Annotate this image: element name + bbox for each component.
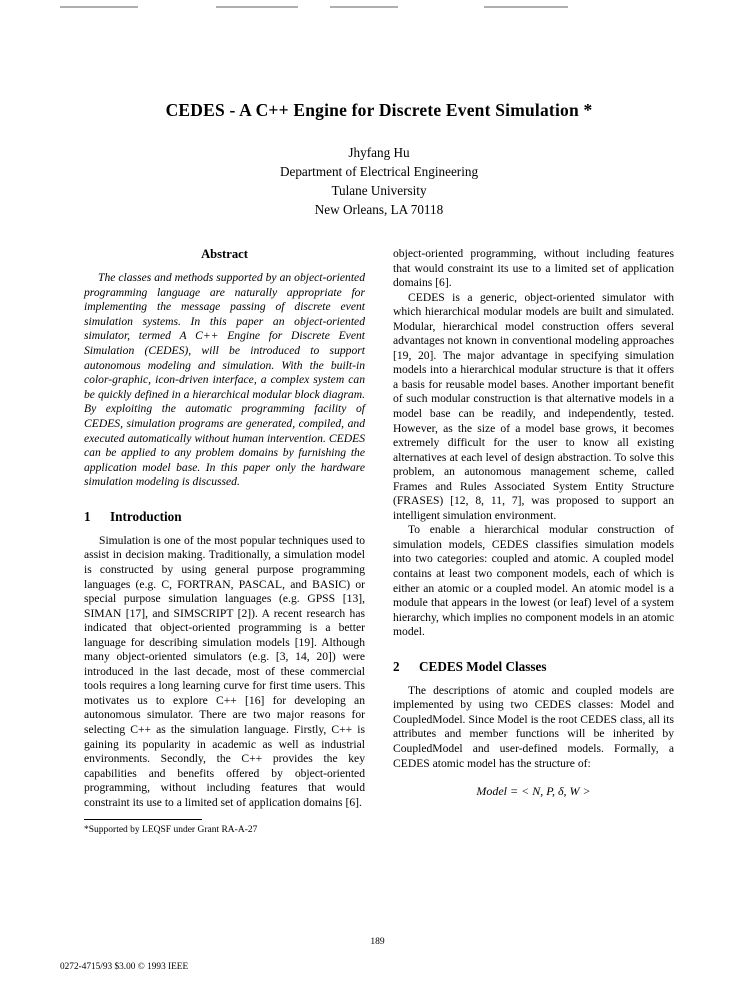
abstract-text [84,271,365,490]
section-1-paragraph-2: CEDES is a generic, object-oriented simulator with which hierarchical modular models are built and simulated. Modular, hierarchical model construction offers several advantages not known in conventional modeling approaches [19, 20]. The major advantage in specifying simulation models into a hierarchical modular structure is that it offers a basis for reusable model bases. Another important benefit of such modular construction is that alternative models in a model base can be readily, and independently, tested. However, as the size of a model base grows, it becomes extremely difficult for the user to know all existing alternatives at each level of design abstraction. To solve this problem, an autonomous management scheme, called Frames and Rules Associated System Entity Structure (FRASES) [12, 8, 11, 7], was proposed to support an intelligent simulation environment. [393,290,674,522]
footnote-text: *Supported by LEQSF under Grant RA-A-27 [84,825,258,836]
section-2-paragraph-1: The descriptions of atomic and coupled models are implemented by using two CEDES classes: Model and CoupledModel. Since Model is the root CEDES class, all its attributes and member functions will be inherited by CoupledModel and user-defined models. Formally, a CEDES atomic model has the structure of: [393,683,674,770]
right-column [393,247,674,799]
section-1-heading [84,509,365,525]
section-2-title: CEDES Model Classes [419,658,547,674]
page-title: CEDES - A C++ Engine for Discrete Event Simulation * [165,100,593,120]
scan-artifact-4 [484,6,568,8]
section-2-heading [393,659,674,675]
copyright-line: 0272-4715/93 $3.00 © 1993 IEEE [60,962,189,972]
section-1-title: Introduction [110,508,182,524]
two-column-body [84,247,674,836]
page-number: 189 [370,937,385,947]
section-1-paragraph-1-continued: object-oriented programming, without including features that would constraint its use to a limited set of application domains [6]. [393,247,674,290]
model-formula: Model = < N, P, δ, W > [476,784,591,799]
scan-artifact-1 [60,6,138,8]
scan-artifact-3 [330,6,398,8]
section-1-paragraph-3: To enable a hierarchical modular construction of simulation models, CEDES classifies simulation models into two categories: coupled and atomic. A coupled model contains at least two component models, each of which is either an atomic or a coupled model. An atomic model is a module that appears in the lowest (or leaf) level of a system hierarchy, which implies no component models in an atomic model. [393,523,674,639]
section-1-paragraph-1: Simulation is one of the most popular techniques used to assist in decision making. Traditionally, a simulation model is constructed by using general purpose programming languages (e.g. C, FORTRAN, PASCAL, and BASIC) or special purpose simulation languages (e.g. GPSS [13], SIMAN [17], and SIMSCRIPT [2]). A recent research has indicated that object-oriented programming is a better language for describing simulation models [19]. Although many object-oriented simulators (e.g. [3, 14, 20]) were introduced in the last decade, most of these commercial tools requires a long learning curve for first time users. This motivates us to explore C++ [16] for developing an autonomous simulator. There are two major reasons for selecting C++ as the simulation language. Firstly, C++ is gaining its popularity in academic as well as industrial environments. Secondly, the C++ provides the key capabilities and benefits offered by object-oriented programming, without including features that would constraint its use to a limited set of application domains [6]. [84,533,365,809]
author-university: Tulane University [331,183,427,198]
author-name: Jhyfang Hu [348,145,410,160]
abstract-heading: Abstract [201,247,248,261]
paper-content [84,100,674,836]
section-2-number: 2 [393,658,400,674]
section-1-number: 1 [84,508,91,524]
author-address: New Orleans, LA 70118 [314,202,444,217]
scan-artifact-2 [216,6,298,8]
footnote-divider [84,819,202,820]
author-block [84,143,674,219]
abstract-body: The classes and methods supported by an object-oriented programming language are naturally appropriate for implementing the message passing of discrete event simulation systems. In this paper an object-oriented simulator, termed A C++ Engine for Discrete Event Simulation (CEDES), will be introduced to support autonomous modeling and simulation. With the built-in color-graphic, icon-driven interface, a complex system can be quickly defined in a hierarchical modular block diagram. By exploiting the automatic programming facility of CEDES, simulation programs are generated, compiled, and executed automatically without human intervention. CEDES can be applied to any problem domains by furnishing the application model base. In this paper only the hardware simulation modeling is discussed. [84,271,365,489]
left-column [84,247,365,836]
author-department: Department of Electrical Engineering [279,164,479,179]
